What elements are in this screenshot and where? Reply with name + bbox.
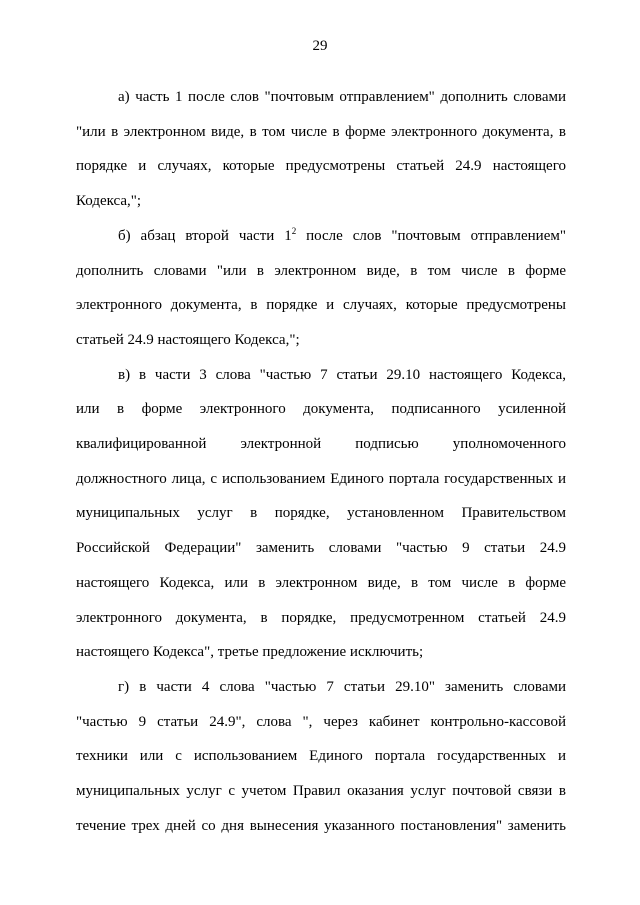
text-line: или в форме электронного документа, подписанного усиленной [76, 401, 566, 418]
text-line: в) в части 3 слова "частью 7 статьи 29.10 настоящего Кодекса, [118, 366, 566, 383]
text-line: "или в электронном виде, в том числе в форме электронного документа, в [76, 123, 566, 140]
text-fragment: б) абзац второй части 1 [118, 227, 292, 244]
paragraph-g [76, 670, 566, 844]
text-line: должностного лица, с использованием Единого портала государственных и [76, 470, 566, 487]
text-line: настоящего Кодекса, или в электронном виде, в том числе в форме [76, 574, 566, 591]
paragraph-v [76, 358, 566, 670]
text-line: "частью 9 статьи 24.9", слова ", через кабинет контрольно-кассовой [76, 713, 566, 730]
text-line: муниципальных услуг с учетом Правил оказания услуг почтовой связи в [76, 783, 566, 800]
text-line: статьей 24.9 настоящего Кодекса,"; [76, 331, 300, 348]
superscript: 2 [291, 225, 297, 236]
text-line: порядке и случаях, которые предусмотрены статьей 24.9 настоящего [76, 158, 566, 175]
text-line: течение трех дней со дня вынесения указанного постановления" заменить [76, 817, 566, 834]
text-line: Российской Федерации" заменить словами "частью 9 статьи 24.9 [76, 540, 566, 557]
paragraph-a [76, 80, 566, 219]
text-line: техники или с использованием Единого портала государственных и [76, 748, 566, 765]
text-line: электронного документа, в порядке, предусмотренном статьей 24.9 [76, 609, 566, 626]
page-number: 29 [312, 38, 328, 54]
document-body [76, 80, 566, 843]
text-line: г) в части 4 слова "частью 7 статьи 29.10" заменить словами [118, 678, 566, 695]
paragraph-b [76, 219, 566, 358]
text-line: а) часть 1 после слов "почтовым отправлением" дополнить словами [118, 89, 566, 105]
text-line: электронного документа, в порядке и случаях, которые предусмотрены [76, 297, 566, 314]
text-line [76, 219, 566, 254]
text-line: дополнить словами "или в электронном виде, в том числе в форме [76, 262, 566, 279]
text-line: настоящего Кодекса", третье предложение исключить; [76, 644, 424, 661]
text-fragment: после слов "почтовым отправлением" [296, 227, 566, 244]
text-line: муниципальных услуг в порядке, установленном Правительством [76, 505, 566, 522]
text-line: Кодекса,"; [76, 193, 142, 210]
text-line: квалифицированной электронной подписью уполномоченного [76, 436, 566, 453]
